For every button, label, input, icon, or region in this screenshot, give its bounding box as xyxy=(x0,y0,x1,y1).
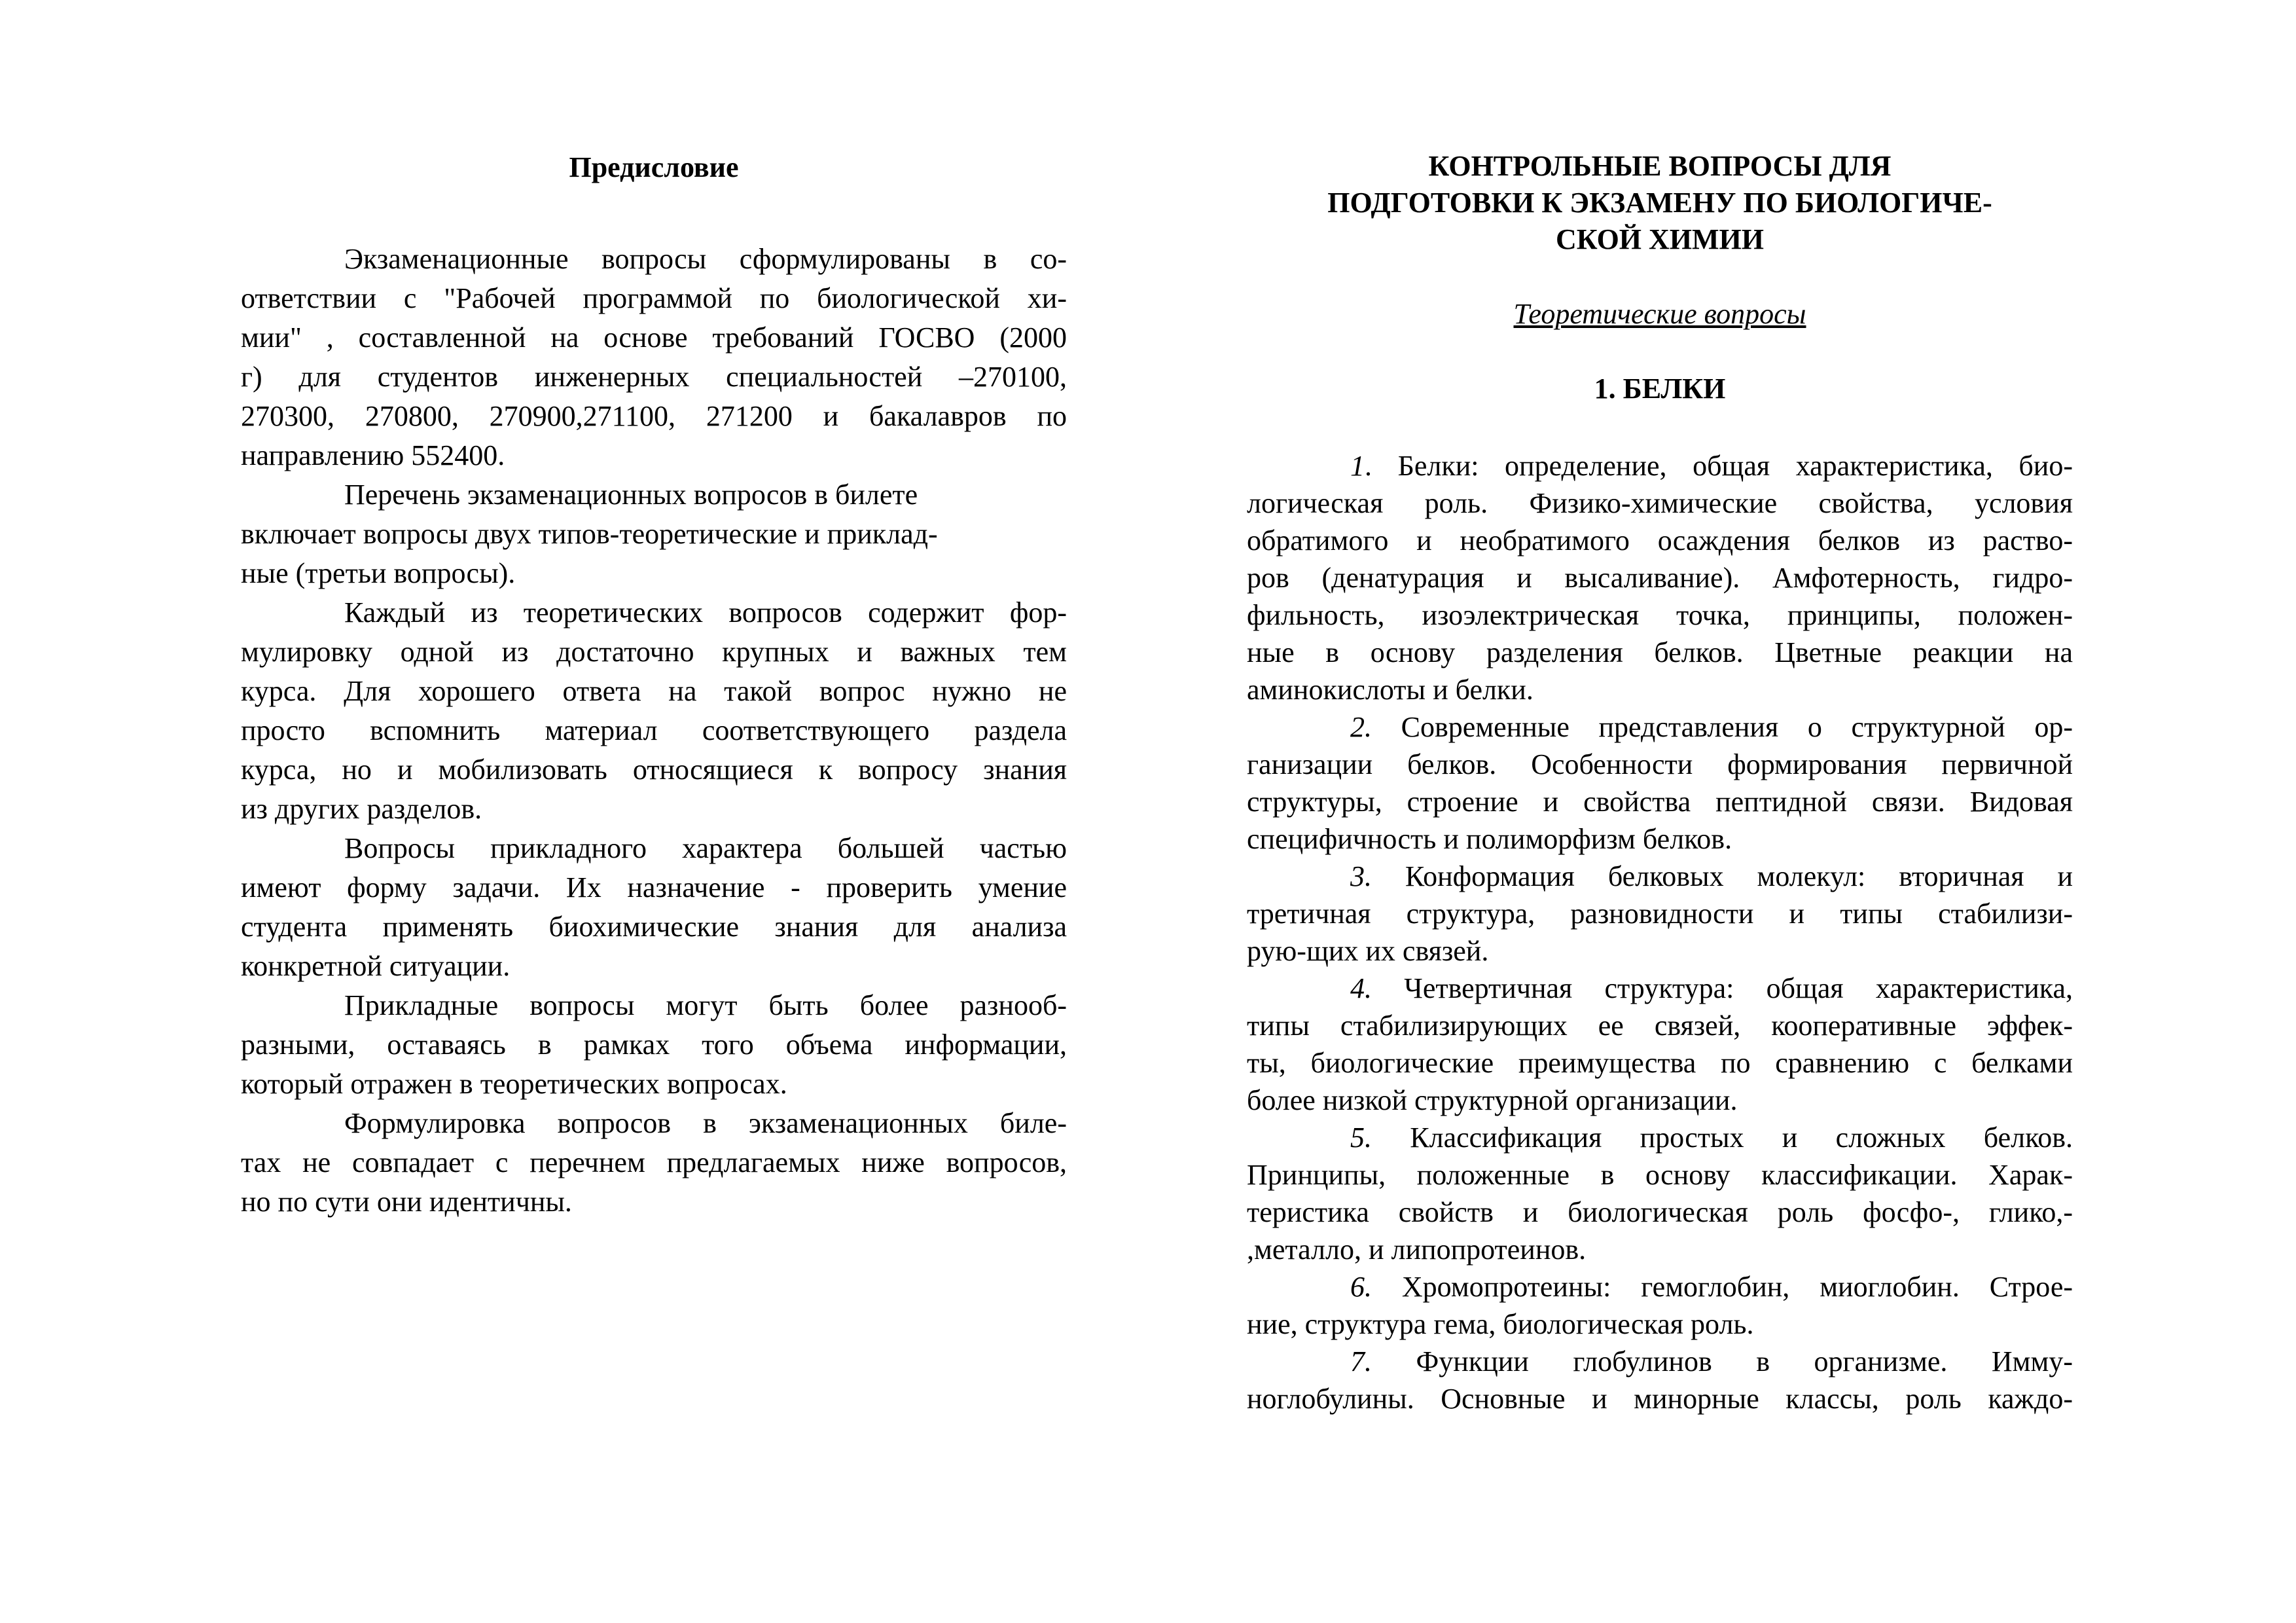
question-item xyxy=(1247,1268,2073,1343)
paragraph xyxy=(241,829,1067,986)
left-page xyxy=(241,149,1067,1222)
questions-list xyxy=(1247,447,2073,1417)
preface-body xyxy=(241,240,1067,1222)
question-text: обратимого и необратимого осаждения белков из раство- xyxy=(1247,524,2073,556)
paragraph-line: включает вопросы двух типов-теоретические и приклад- xyxy=(241,518,938,550)
question-line xyxy=(1247,1268,2073,1305)
question-line xyxy=(1247,970,2073,1007)
paragraph-line: курса, но и мобилизовать относящиеся к вопросу знания xyxy=(241,754,1067,786)
question-number: 3. xyxy=(1350,860,1372,892)
question-line xyxy=(1247,1156,2073,1194)
paragraph-line: разными, оставаясь в рамках того объема информации, xyxy=(241,1029,1067,1061)
question-text: аминокислоты и белки. xyxy=(1247,674,1534,706)
question-line xyxy=(1247,634,2073,671)
question-line xyxy=(1247,447,2073,484)
question-line xyxy=(1247,895,2073,932)
question-text: ,металло, и липопротеинов. xyxy=(1247,1233,1587,1266)
question-text: более низкой структурной организации. xyxy=(1247,1084,1738,1116)
question-line xyxy=(1247,1343,2073,1380)
question-number: 7. xyxy=(1350,1345,1372,1377)
paragraph-line: Вопросы прикладного характера большей частью xyxy=(344,832,1067,864)
question-text: Четвертичная структура: общая характеристика, xyxy=(1372,972,2073,1004)
question-line xyxy=(1247,522,2073,559)
question-line xyxy=(1247,932,2073,970)
paragraph-line: мии" , составленной на основе требований ГОСВО (2000 xyxy=(241,321,1067,354)
page-title-line: ПОДГОТОВКИ К ЭКЗАМЕНУ ПО БИОЛОГИЧЕ- xyxy=(1327,187,1992,219)
question-number: 5. xyxy=(1350,1122,1372,1154)
question-line xyxy=(1247,746,2073,783)
question-text: специфичность и полиморфизм белков. xyxy=(1247,823,1732,855)
subtitle: Теоретические вопросы xyxy=(1513,298,1806,330)
paragraph-line: курса. Для хорошего ответа на такой вопрос нужно не xyxy=(241,675,1067,707)
paragraph-line: конкретной ситуации. xyxy=(241,950,511,982)
question-text: Современные представления о структурной ор- xyxy=(1372,711,2073,743)
question-text: Классификация простых и сложных белков. xyxy=(1372,1122,2073,1154)
paragraph-line: который отражен в теоретических вопросах. xyxy=(241,1068,787,1100)
paragraph-line: Экзаменационные вопросы сформулированы в со- xyxy=(344,243,1067,275)
page-title-line: КОНТРОЛЬНЫЕ ВОПРОСЫ ДЛЯ xyxy=(1428,150,1892,182)
question-text: ганизации белков. Особенности формирования первичной xyxy=(1247,748,2073,780)
question-text: Конформация белковых молекул: вторичная и xyxy=(1372,860,2073,892)
question-text: третичная структура, разновидности и типы стабилизи- xyxy=(1247,898,2073,930)
paragraph-line: г) для студентов инженерных специальностей –270100, xyxy=(241,361,1067,393)
paragraph-line: Формулировка вопросов в экзаменационных биле- xyxy=(344,1107,1067,1139)
question-line xyxy=(1247,783,2073,820)
question-item xyxy=(1247,1119,2073,1268)
question-text: Принципы, положенные в основу классификации. Харак- xyxy=(1247,1159,2073,1191)
question-text: ные в основу разделения белков. Цветные реакции на xyxy=(1247,636,2073,668)
page-title-line: СКОЙ ХИМИИ xyxy=(1555,223,1764,255)
question-text: ние, структура гема, биологическая роль. xyxy=(1247,1308,1754,1340)
question-line xyxy=(1247,671,2073,708)
question-text: ров (денатурация и высаливание). Амфотерность, гидро- xyxy=(1247,562,2073,594)
question-item xyxy=(1247,447,2073,708)
question-line xyxy=(1247,1044,2073,1082)
question-text: типы стабилизирующих ее связей, кооперативные эффек- xyxy=(1247,1010,2073,1042)
question-text: Функции глобулинов в организме. Имму- xyxy=(1372,1345,2073,1377)
preface-title: Предисловие xyxy=(569,151,739,183)
paragraph-line: тах не совпадает с перечнем предлагаемых ниже вопросов, xyxy=(241,1146,1067,1178)
paragraph-line: имеют форму задачи. Их назначение - проверить умение xyxy=(241,871,1067,903)
question-number: 1 xyxy=(1350,450,1365,482)
question-line xyxy=(1247,858,2073,895)
question-text: рую-щих их связей. xyxy=(1247,935,1489,967)
question-item xyxy=(1247,708,2073,858)
question-text: логическая роль. Физико-химические свойства, условия xyxy=(1247,487,2073,519)
paragraph-line: студента применять биохимические знания для анализа xyxy=(241,911,1067,943)
paragraph-line: Перечень экзаменационных вопросов в билете xyxy=(344,479,918,511)
right-page xyxy=(1247,148,2073,1417)
paragraph-line: направлению 552400. xyxy=(241,439,505,471)
paragraph xyxy=(241,1104,1067,1222)
section-heading: 1. БЕЛКИ xyxy=(1594,373,1726,405)
question-item xyxy=(1247,1343,2073,1417)
question-line xyxy=(1247,1194,2073,1231)
paragraph-line: мулировку одной из достаточно крупных и важных тем xyxy=(241,636,1067,668)
question-line xyxy=(1247,820,2073,858)
question-number: 4. xyxy=(1350,972,1372,1004)
question-number: 2. xyxy=(1350,711,1372,743)
paragraph-line: ные (третьи вопросы). xyxy=(241,557,516,589)
question-text: фильность, изоэлектрическая точка, принципы, положен- xyxy=(1247,599,2073,631)
question-line xyxy=(1247,559,2073,596)
paragraph-line: ответствии с "Рабочей программой по биологической хи- xyxy=(241,282,1067,314)
question-line xyxy=(1247,1007,2073,1044)
paragraph xyxy=(241,475,1067,593)
question-text: . Белки: определение, общая характеристика, био- xyxy=(1365,450,2073,482)
paragraph-line: 270300, 270800, 270900,271100, 271200 и бакалавров по xyxy=(241,400,1067,432)
question-line xyxy=(1247,1380,2073,1417)
question-line xyxy=(1247,596,2073,634)
question-line xyxy=(1247,1119,2073,1156)
question-line xyxy=(1247,1082,2073,1119)
question-line xyxy=(1247,708,2073,746)
paragraph-line: просто вспомнить материал соответствующего раздела xyxy=(241,714,1067,746)
paragraph xyxy=(241,593,1067,829)
paragraph xyxy=(241,986,1067,1104)
question-item xyxy=(1247,858,2073,970)
paragraph-line: Прикладные вопросы могут быть более разнооб- xyxy=(344,989,1067,1021)
question-line xyxy=(1247,1305,2073,1343)
question-item xyxy=(1247,970,2073,1119)
question-text: теристика свойств и биологическая роль фосфо-, глико,- xyxy=(1247,1196,2073,1228)
paragraph-line: но по сути они идентичны. xyxy=(241,1186,572,1218)
question-line xyxy=(1247,1231,2073,1268)
paragraph-line: Каждый из теоретических вопросов содержит фор- xyxy=(344,596,1067,629)
question-text: структуры, строение и свойства пептидной связи. Видовая xyxy=(1247,786,2073,818)
question-text: Хромопротеины: гемоглобин, миоглобин. Строе- xyxy=(1372,1271,2073,1303)
question-text: ты, биологические преимущества по сравнению с белками xyxy=(1247,1047,2073,1079)
question-text: ноглобулины. Основные и минорные классы, роль каждо- xyxy=(1247,1383,2073,1415)
question-number: 6. xyxy=(1350,1271,1372,1303)
paragraph xyxy=(241,240,1067,475)
paragraph-line: из других разделов. xyxy=(241,793,482,825)
page-title xyxy=(1247,148,2073,258)
question-line xyxy=(1247,484,2073,522)
